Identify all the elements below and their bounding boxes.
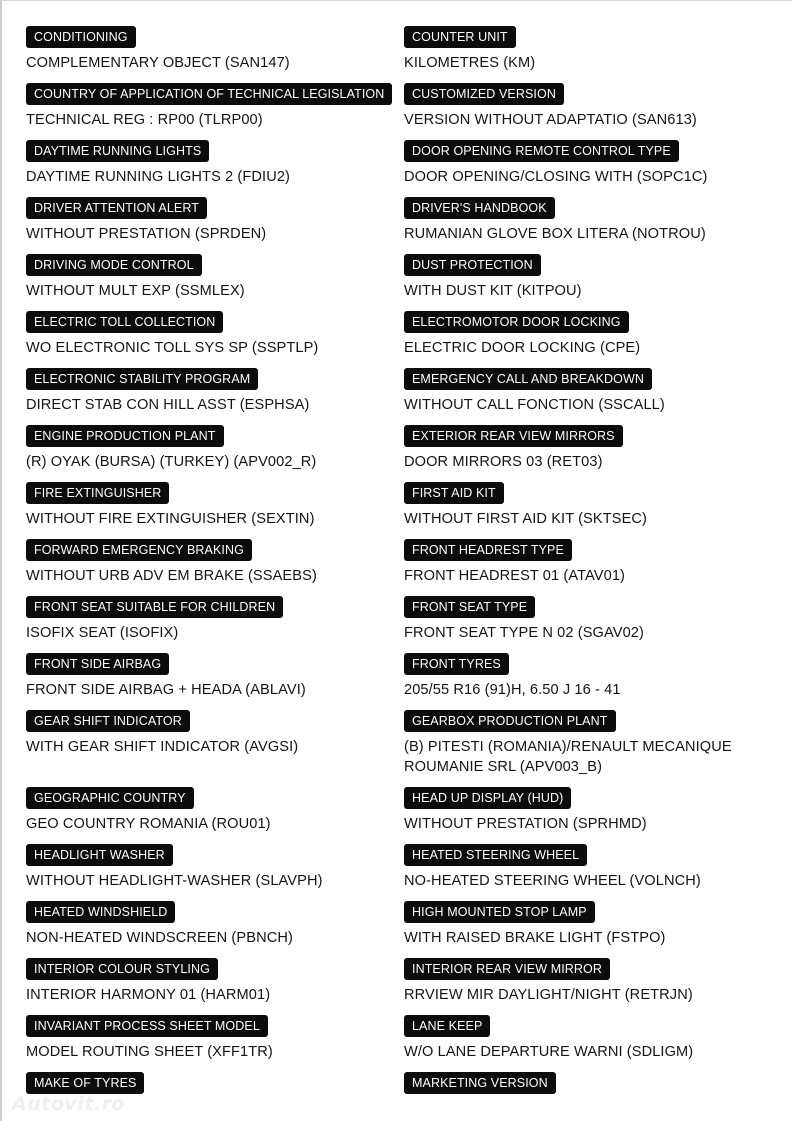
spec-label: FRONT SIDE AIRBAG xyxy=(26,653,169,675)
spec-label: INTERIOR COLOUR STYLING xyxy=(26,958,218,980)
spec-label: LANE KEEP xyxy=(404,1015,490,1037)
spec-entry-conditioning xyxy=(26,26,386,73)
spec-value: WITHOUT CALL FONCTION (SSCALL) xyxy=(404,397,665,413)
spec-entry-front-seat-suitable-for-children xyxy=(26,596,386,643)
spec-label: EMERGENCY CALL AND BREAKDOWN xyxy=(404,368,652,390)
spec-label: HIGH MOUNTED STOP LAMP xyxy=(404,901,595,923)
spec-entry-daytime-running-lights xyxy=(26,140,386,187)
spec-value: RRVIEW MIR DAYLIGHT/NIGHT (RETRJN) xyxy=(404,987,693,1003)
spec-label: FIRE EXTINGUISHER xyxy=(26,482,169,504)
spec-value: WITH GEAR SHIFT INDICATOR (AVGSI) xyxy=(26,739,299,755)
spec-entry-door-opening-remote-control-type xyxy=(404,140,774,187)
spec-value: GEO COUNTRY ROMANIA (ROU01) xyxy=(26,816,271,832)
spec-entry-driver-attention-alert xyxy=(26,197,386,244)
spec-entry-driving-mode-control xyxy=(26,254,386,301)
spec-label: FRONT SEAT SUITABLE FOR CHILDREN xyxy=(26,596,283,618)
spec-entry-headlight-washer xyxy=(26,844,386,891)
spec-value: DIRECT STAB CON HILL ASST (ESPHSA) xyxy=(26,397,310,413)
spec-value: WO ELECTRONIC TOLL SYS SP (SSPTLP) xyxy=(26,340,319,356)
spec-entry-forward-emergency-braking xyxy=(26,539,386,586)
spec-value: ISOFIX SEAT (ISOFIX) xyxy=(26,625,179,641)
spec-value: WITHOUT URB ADV EM BRAKE (SSAEBS) xyxy=(26,568,317,584)
spec-label: COUNTER UNIT xyxy=(404,26,516,48)
spec-label: GEOGRAPHIC COUNTRY xyxy=(26,787,194,809)
left-column xyxy=(26,26,386,1104)
spec-label: ELECTROMOTOR DOOR LOCKING xyxy=(404,311,629,333)
spec-entry-front-seat-type xyxy=(404,596,774,643)
spec-entry-country-of-application-of-technical-legislation xyxy=(26,83,386,130)
spec-value: W/O LANE DEPARTURE WARNI (SDLIGM) xyxy=(404,1044,694,1060)
spec-entry-exterior-rear-view-mirrors xyxy=(404,425,774,472)
spec-label: FRONT SEAT TYPE xyxy=(404,596,535,618)
spec-label: FRONT HEADREST TYPE xyxy=(404,539,572,561)
spec-label: ENGINE PRODUCTION PLANT xyxy=(26,425,224,447)
spec-entry-geographic-country xyxy=(26,787,386,834)
spec-label: HEATED STEERING WHEEL xyxy=(404,844,587,866)
spec-value: KILOMETRES (KM) xyxy=(404,55,536,71)
spec-label: COUNTRY OF APPLICATION OF TECHNICAL LEGISLATION xyxy=(26,83,392,105)
spec-value: WITHOUT FIRE EXTINGUISHER (SEXTIN) xyxy=(26,511,315,527)
spec-label: INVARIANT PROCESS SHEET MODEL xyxy=(26,1015,268,1037)
spec-value: RUMANIAN GLOVE BOX LITERA (NOTROU) xyxy=(404,226,706,242)
spec-value: WITHOUT HEADLIGHT-WASHER (SLAVPH) xyxy=(26,873,323,889)
spec-entry-front-side-airbag xyxy=(26,653,386,700)
spec-value: FRONT SEAT TYPE N 02 (SGAV02) xyxy=(404,625,644,641)
spec-label: DAYTIME RUNNING LIGHTS xyxy=(26,140,209,162)
spec-label: FRONT TYRES xyxy=(404,653,509,675)
spec-entry-engine-production-plant xyxy=(26,425,386,472)
spec-entry-interior-rear-view-mirror xyxy=(404,958,774,1005)
spec-value: WITH RAISED BRAKE LIGHT (FSTPO) xyxy=(404,930,666,946)
spec-entry-emergency-call-and-breakdown xyxy=(404,368,774,415)
spec-value: WITHOUT FIRST AID KIT (SKTSEC) xyxy=(404,511,648,527)
spec-label: HEADLIGHT WASHER xyxy=(26,844,173,866)
spec-value: NON-HEATED WINDSCREEN (PBNCH) xyxy=(26,930,293,946)
page-top-border xyxy=(0,0,792,1)
spec-label: EXTERIOR REAR VIEW MIRRORS xyxy=(404,425,623,447)
page-left-border xyxy=(0,0,2,1121)
spec-label: GEAR SHIFT INDICATOR xyxy=(26,710,190,732)
spec-label: MAKE OF TYRES xyxy=(26,1072,144,1094)
spec-entry-driver-s-handbook xyxy=(404,197,774,244)
spec-value: FRONT SIDE AIRBAG + HEADA (ABLAVI) xyxy=(26,682,306,698)
spec-entry-marketing-version xyxy=(404,1072,774,1094)
spec-value: (R) OYAK (BURSA) (TURKEY) (APV002_R) xyxy=(26,454,317,470)
watermark: Autovit.ro xyxy=(12,1093,125,1115)
spec-entry-front-tyres xyxy=(404,653,774,700)
spec-entry-gear-shift-indicator xyxy=(26,710,386,777)
spec-entry-dust-protection xyxy=(404,254,774,301)
spec-value: WITHOUT MULT EXP (SSMLEX) xyxy=(26,283,245,299)
spec-value: COMPLEMENTARY OBJECT (SAN147) xyxy=(26,55,290,71)
spec-label: DOOR OPENING REMOTE CONTROL TYPE xyxy=(404,140,679,162)
spec-label: ELECTRONIC STABILITY PROGRAM xyxy=(26,368,258,390)
spec-entry-head-up-display-hud xyxy=(404,787,774,834)
spec-value: WITHOUT PRESTATION (SPRDEN) xyxy=(26,226,267,242)
spec-value: WITH DUST KIT (KITPOU) xyxy=(404,283,582,299)
spec-value: NO-HEATED STEERING WHEEL (VOLNCH) xyxy=(404,873,701,889)
spec-entry-high-mounted-stop-lamp xyxy=(404,901,774,948)
right-column xyxy=(404,26,774,1104)
spec-entry-heated-steering-wheel xyxy=(404,844,774,891)
spec-label: DUST PROTECTION xyxy=(404,254,541,276)
spec-label: INTERIOR REAR VIEW MIRROR xyxy=(404,958,610,980)
spec-value: 205/55 R16 (91)H, 6.50 J 16 - 41 xyxy=(404,682,621,698)
spec-label: GEARBOX PRODUCTION PLANT xyxy=(404,710,616,732)
spec-entry-electronic-stability-program xyxy=(26,368,386,415)
spec-entry-gearbox-production-plant xyxy=(404,710,774,777)
spec-value: ELECTRIC DOOR LOCKING (CPE) xyxy=(404,340,641,356)
spec-label: FORWARD EMERGENCY BRAKING xyxy=(26,539,252,561)
spec-value: WITHOUT PRESTATION (SPRHMD) xyxy=(404,816,647,832)
spec-label: DRIVER ATTENTION ALERT xyxy=(26,197,207,219)
spec-value: INTERIOR HARMONY 01 (HARM01) xyxy=(26,987,271,1003)
spec-value: VERSION WITHOUT ADAPTATIO (SAN613) xyxy=(404,112,697,128)
spec-value: DOOR OPENING/CLOSING WITH (SOPC1C) xyxy=(404,169,708,185)
spec-entry-counter-unit xyxy=(404,26,774,73)
spec-entry-invariant-process-sheet-model xyxy=(26,1015,386,1062)
spec-value: MODEL ROUTING SHEET (XFF1TR) xyxy=(26,1044,273,1060)
spec-entry-customized-version xyxy=(404,83,774,130)
spec-label: FIRST AID KIT xyxy=(404,482,504,504)
spec-value: TECHNICAL REG : RP00 (TLRP00) xyxy=(26,112,263,128)
spec-value: FRONT HEADREST 01 (ATAV01) xyxy=(404,568,626,584)
spec-entry-front-headrest-type xyxy=(404,539,774,586)
spec-value: (B) PITESTI (ROMANIA)/RENAULT MECANIQUE ROUMANIE SRL (APV003_B) xyxy=(404,739,732,775)
spec-entry-electromotor-door-locking xyxy=(404,311,774,358)
spec-value: DAYTIME RUNNING LIGHTS 2 (FDIU2) xyxy=(26,169,291,185)
spec-label: CUSTOMIZED VERSION xyxy=(404,83,564,105)
spec-label: DRIVER'S HANDBOOK xyxy=(404,197,555,219)
spec-label: DRIVING MODE CONTROL xyxy=(26,254,202,276)
spec-entry-fire-extinguisher xyxy=(26,482,386,529)
spec-label: ELECTRIC TOLL COLLECTION xyxy=(26,311,223,333)
spec-entry-make-of-tyres xyxy=(26,1072,386,1094)
spec-value: DOOR MIRRORS 03 (RET03) xyxy=(404,454,603,470)
spec-label: HEATED WINDSHIELD xyxy=(26,901,175,923)
spec-entry-lane-keep xyxy=(404,1015,774,1062)
spec-label: MARKETING VERSION xyxy=(404,1072,556,1094)
spec-entry-electric-toll-collection xyxy=(26,311,386,358)
spec-entry-heated-windshield xyxy=(26,901,386,948)
spec-label: CONDITIONING xyxy=(26,26,136,48)
spec-label: HEAD UP DISPLAY (HUD) xyxy=(404,787,571,809)
spec-entry-first-aid-kit xyxy=(404,482,774,529)
spec-entry-interior-colour-styling xyxy=(26,958,386,1005)
